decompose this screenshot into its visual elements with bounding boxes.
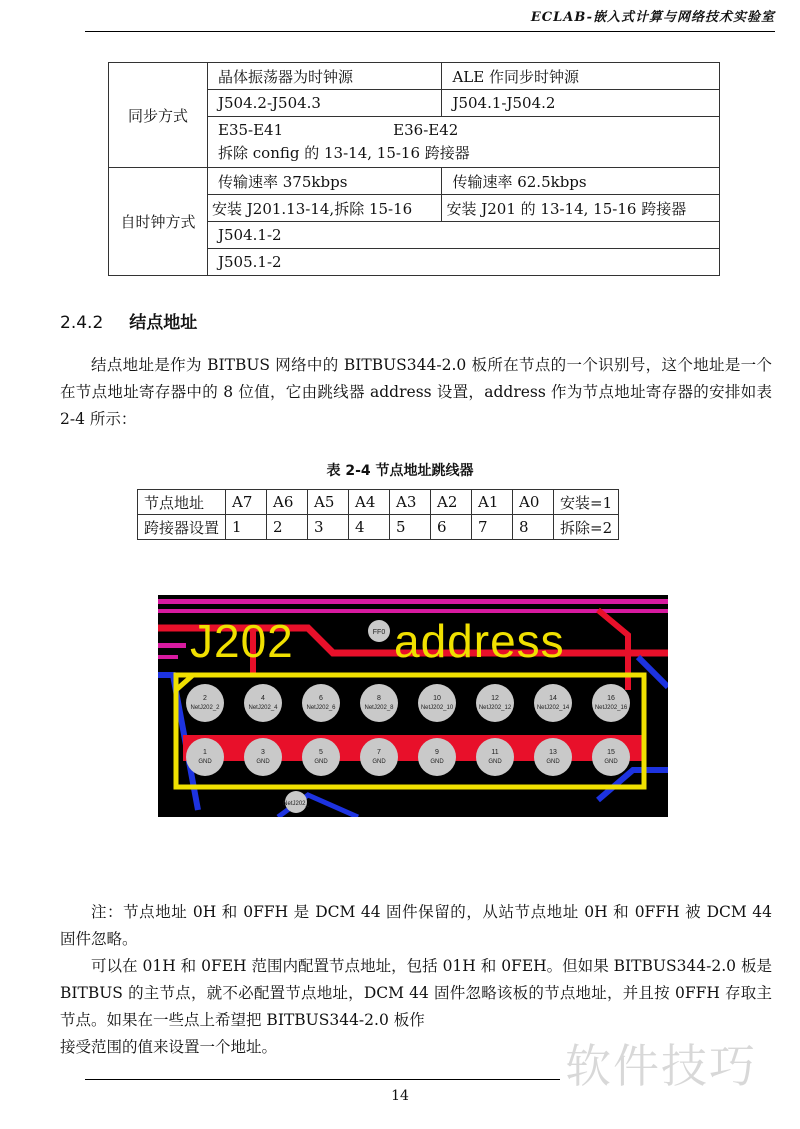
pin-pad xyxy=(302,684,340,722)
jumper-e36: E36-E42 xyxy=(393,121,459,139)
range-text-tail: 接受范围的值来设置一个地址。 xyxy=(60,1038,278,1056)
pin-number: 12 xyxy=(491,695,499,702)
paragraph-node-address xyxy=(60,352,772,433)
via-text: NetJ202_ xyxy=(283,801,309,807)
table-cell: J504.1-J504.2 xyxy=(442,90,720,117)
pin-net-label: GND xyxy=(314,759,328,765)
paragraph-note xyxy=(60,899,772,953)
pin-number: 6 xyxy=(319,695,323,702)
pin-net-label: GND xyxy=(488,759,502,765)
magenta-trace xyxy=(158,609,668,613)
table-cell: J504.1-2 xyxy=(208,222,720,249)
table-cell: A2 xyxy=(431,490,472,515)
header-rule xyxy=(85,31,775,32)
pin-pad xyxy=(534,738,572,776)
pin-pad xyxy=(418,738,456,776)
pin-net-label: NetJ202_14 xyxy=(536,705,570,711)
pin-number: 13 xyxy=(549,749,557,756)
pin-pad xyxy=(592,738,630,776)
table-cell: J504.2-J504.3 xyxy=(208,90,442,117)
pin-pad xyxy=(476,684,514,722)
pin-net-label: NetJ202_8 xyxy=(364,705,394,711)
magenta-trace xyxy=(158,655,178,659)
pin-net-label: NetJ202_4 xyxy=(248,705,278,711)
table-cell: 安装=1 xyxy=(554,490,619,515)
pin-number: 2 xyxy=(203,695,207,702)
pin-net-label: NetJ202_6 xyxy=(306,705,336,711)
pin-pad xyxy=(592,684,630,722)
table-cell: A5 xyxy=(308,490,349,515)
table-cell: 2 xyxy=(267,515,308,540)
table-caption: 表 2-4 节点地址跳线器 xyxy=(326,463,474,479)
pin-number: 5 xyxy=(319,749,323,756)
table-cell: 拆除=2 xyxy=(554,515,619,540)
magenta-trace xyxy=(158,643,186,648)
table-cell: ALE 作同步时钟源 xyxy=(442,63,720,90)
table-cell: 6 xyxy=(431,515,472,540)
pin-number: 7 xyxy=(377,749,381,756)
table-cell: 3 xyxy=(308,515,349,540)
designator-label: J202 xyxy=(190,615,294,667)
table-cell: 安装 J201.13-14,拆除 15-16 xyxy=(208,195,442,222)
pin-number: 15 xyxy=(607,749,615,756)
pin-number: 4 xyxy=(261,695,265,702)
pin-net-label: NetJ202_16 xyxy=(594,705,628,711)
running-header: ECLAB-嵌入式计算与网络技术实验室 xyxy=(530,10,775,25)
pin-number: 1 xyxy=(203,749,207,756)
table-cell: A0 xyxy=(513,490,554,515)
pin-pad xyxy=(302,738,340,776)
table-cell: A1 xyxy=(472,490,513,515)
pin-pad xyxy=(418,684,456,722)
table-cell: 安装 J201 的 13-14, 15-16 跨接器 xyxy=(442,195,720,222)
paragraph-text: 结点地址是作为 BITBUS 网络中的 BITBUS344-2.0 板所在节点的一个识别号，这个地址是一个在节点地址寄存器中的 8 位值，它由跳线器 address 设置，address 作为节点地址寄存器的安排如表 2-4 所示： xyxy=(60,356,772,428)
sync-mode-label: 同步方式 xyxy=(109,63,208,168)
pin-pad xyxy=(476,738,514,776)
pin-net-label: GND xyxy=(430,759,444,765)
pin-number: 10 xyxy=(433,695,441,702)
footer-rule xyxy=(85,1079,560,1080)
pin-net-label: GND xyxy=(372,759,386,765)
magenta-trace xyxy=(158,599,668,604)
table-cell: 7 xyxy=(472,515,513,540)
table-cell: 1 xyxy=(226,515,267,540)
table-cell: 5 xyxy=(390,515,431,540)
config-note: 拆除 config 的 13-14, 15-16 跨接器 xyxy=(218,144,470,162)
pin-number: 14 xyxy=(549,695,557,702)
pin-pad xyxy=(186,738,224,776)
via-text: FF0 xyxy=(372,629,386,636)
pin-net-label: GND xyxy=(256,759,270,765)
pin-pad xyxy=(186,684,224,722)
sync-mode-table xyxy=(108,62,720,276)
pin-net-label: NetJ202_12 xyxy=(478,705,512,711)
address-jumper-table xyxy=(137,489,619,540)
pin-net-label: GND xyxy=(546,759,560,765)
pin-number: 11 xyxy=(491,749,499,756)
table-cell: A3 xyxy=(390,490,431,515)
table-cell: A6 xyxy=(267,490,308,515)
section-title: 结点地址 xyxy=(129,313,198,333)
table-cell: A4 xyxy=(349,490,390,515)
section-number: 2.4.2 xyxy=(60,313,104,333)
table-cell: 传输速率 375kbps xyxy=(208,168,442,195)
page-number: 14 xyxy=(391,1088,409,1104)
note-text: 注：节点地址 0H 和 0FFH 是 DCM 44 固件保留的，从站节点地址 0H 和 0FFH 被 DCM 44 固件忽略。 xyxy=(60,903,772,948)
section-heading xyxy=(60,308,197,333)
table-cell: 跨接器设置 xyxy=(138,515,226,540)
pin-pad xyxy=(534,684,572,722)
pin-pad xyxy=(244,684,282,722)
pin-pad xyxy=(360,738,398,776)
watermark: 软件技巧 xyxy=(565,1039,757,1093)
table-cell: A7 xyxy=(226,490,267,515)
pcb-layout-image xyxy=(158,595,668,817)
range-text: 可以在 01H 和 0FEH 范围内配置节点地址，包括 01H 和 0FEH。但如果 BITBUS344-2.0 板是 BITBUS 的主节点，就不必配置节点地址，DCM 44 固件忽略该板的节点地址，并且按 0FFH 存取主节点。如果在一些点上希望把 BITBUS344-2.0 板作 xyxy=(60,957,772,1029)
table-cell-config xyxy=(208,117,720,168)
table-cell: 传输速率 62.5kbps xyxy=(442,168,720,195)
table-cell: J505.1-2 xyxy=(208,249,720,276)
table-cell: 晶体振荡器为时钟源 xyxy=(208,63,442,90)
table-cell: 节点地址 xyxy=(138,490,226,515)
self-clock-label: 自时钟方式 xyxy=(109,168,208,276)
pin-net-label: GND xyxy=(604,759,618,765)
pin-pad xyxy=(360,684,398,722)
pin-number: 9 xyxy=(435,749,439,756)
pin-number: 8 xyxy=(377,695,381,702)
pin-number: 3 xyxy=(261,749,265,756)
table-cell: 4 xyxy=(349,515,390,540)
jumper-e35: E35-E41 xyxy=(218,121,284,139)
pin-pad xyxy=(244,738,282,776)
pin-net-label: NetJ202_2 xyxy=(190,705,220,711)
table-cell: 8 xyxy=(513,515,554,540)
pin-net-label: NetJ202_10 xyxy=(420,705,454,711)
pin-net-label: GND xyxy=(198,759,212,765)
pin-number: 16 xyxy=(607,695,615,702)
address-label: address xyxy=(394,615,565,667)
